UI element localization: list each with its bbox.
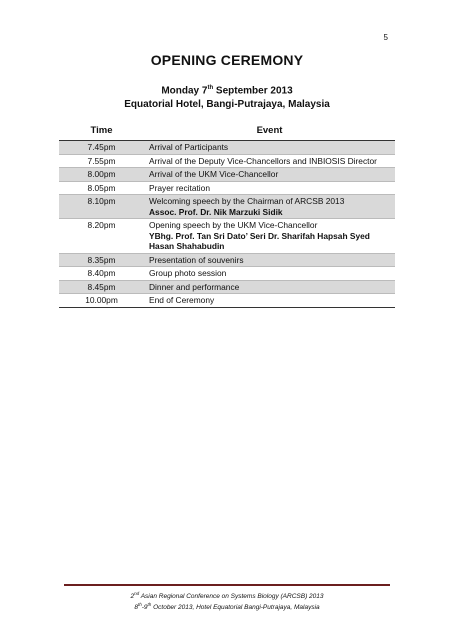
row-event bbox=[144, 267, 395, 280]
row-time: 7.45pm bbox=[87, 142, 116, 152]
date-prefix: Monday 7 bbox=[161, 85, 208, 97]
footer-day-start: 8 bbox=[134, 604, 138, 612]
page-number: 5 bbox=[383, 33, 388, 42]
row-event bbox=[144, 195, 395, 218]
table-row bbox=[59, 155, 395, 169]
row-time: 8.10pm bbox=[87, 196, 116, 206]
event-venue: Equatorial Hotel, Bangi-Putrajaya, Malaysia bbox=[124, 99, 330, 110]
event-speaker: YBhg. Prof. Tan Sri Dato’ Seri Dr. Sharifah Hapsah Syed Hasan Shahabudin bbox=[149, 230, 370, 251]
page-title: OPENING CEREMONY bbox=[150, 52, 304, 68]
footer-date-rest: October 2013, Hotel Equatorial Bangi-Putrajaya, Malaysia bbox=[151, 604, 320, 612]
event-description: Group photo session bbox=[149, 268, 227, 278]
table-row bbox=[59, 281, 395, 295]
table-row bbox=[59, 294, 395, 308]
table-header bbox=[59, 121, 395, 141]
footer-conference-name: Asian Regional Conference on Systems Biology (ARCSB) 2013 bbox=[139, 593, 324, 601]
row-event bbox=[144, 168, 395, 181]
header-event: Event bbox=[256, 125, 283, 136]
footer-conference bbox=[0, 591, 454, 600]
footer-dates bbox=[0, 602, 454, 611]
event-date bbox=[0, 85, 454, 96]
event-description: Prayer recitation bbox=[149, 182, 210, 193]
row-event bbox=[144, 182, 395, 195]
event-description: Arrival of the Deputy Vice-Chancellors and INBIOSIS Director bbox=[149, 155, 377, 166]
footer-day-end-suffix: th bbox=[147, 602, 152, 607]
row-time: 8.05pm bbox=[87, 182, 116, 193]
row-time: 8.45pm bbox=[87, 281, 116, 292]
event-description: End of Ceremony bbox=[149, 295, 215, 305]
table-row bbox=[59, 141, 395, 155]
table-row bbox=[59, 182, 395, 196]
row-event bbox=[144, 155, 395, 168]
row-event bbox=[144, 141, 395, 154]
footer-day-start-suffix: th bbox=[137, 602, 142, 607]
table-row bbox=[59, 254, 395, 268]
event-description: Arrival of the UKM Vice-Chancellor bbox=[149, 169, 279, 179]
row-event bbox=[144, 294, 395, 307]
footer-rule bbox=[64, 584, 390, 586]
date-rest: September 2013 bbox=[213, 85, 293, 97]
event-description: Arrival of Participants bbox=[149, 142, 229, 152]
table-row bbox=[59, 168, 395, 182]
schedule-table bbox=[59, 121, 395, 308]
row-time: 8.35pm bbox=[87, 254, 116, 265]
table-row bbox=[59, 219, 395, 254]
row-time: 8.20pm bbox=[87, 220, 116, 230]
footer-ordinal-suffix: nd bbox=[134, 591, 140, 596]
event-speaker: Assoc. Prof. Dr. Nik Marzuki Sidik bbox=[149, 206, 283, 217]
row-event bbox=[144, 254, 395, 267]
table-row bbox=[59, 195, 395, 219]
row-event bbox=[144, 281, 395, 294]
event-description: Presentation of souvenirs bbox=[149, 254, 244, 265]
footer-ordinal: 2 bbox=[130, 593, 135, 601]
footer-day-end: -9 bbox=[141, 604, 148, 612]
row-time: 8.00pm bbox=[87, 169, 116, 179]
event-description: Dinner and performance bbox=[149, 281, 240, 292]
event-description: Opening speech by the UKM Vice-Chancellor bbox=[149, 220, 318, 230]
row-time: 10.00pm bbox=[85, 295, 118, 305]
row-time: 8.40pm bbox=[87, 268, 116, 278]
table-row bbox=[59, 267, 395, 281]
event-description: Welcoming speech by the Chairman of ARCSB 2013 bbox=[149, 196, 345, 206]
row-event bbox=[144, 219, 395, 253]
date-suffix: th bbox=[207, 85, 214, 91]
header-time: Time bbox=[90, 125, 113, 136]
row-time: 7.55pm bbox=[87, 155, 116, 166]
